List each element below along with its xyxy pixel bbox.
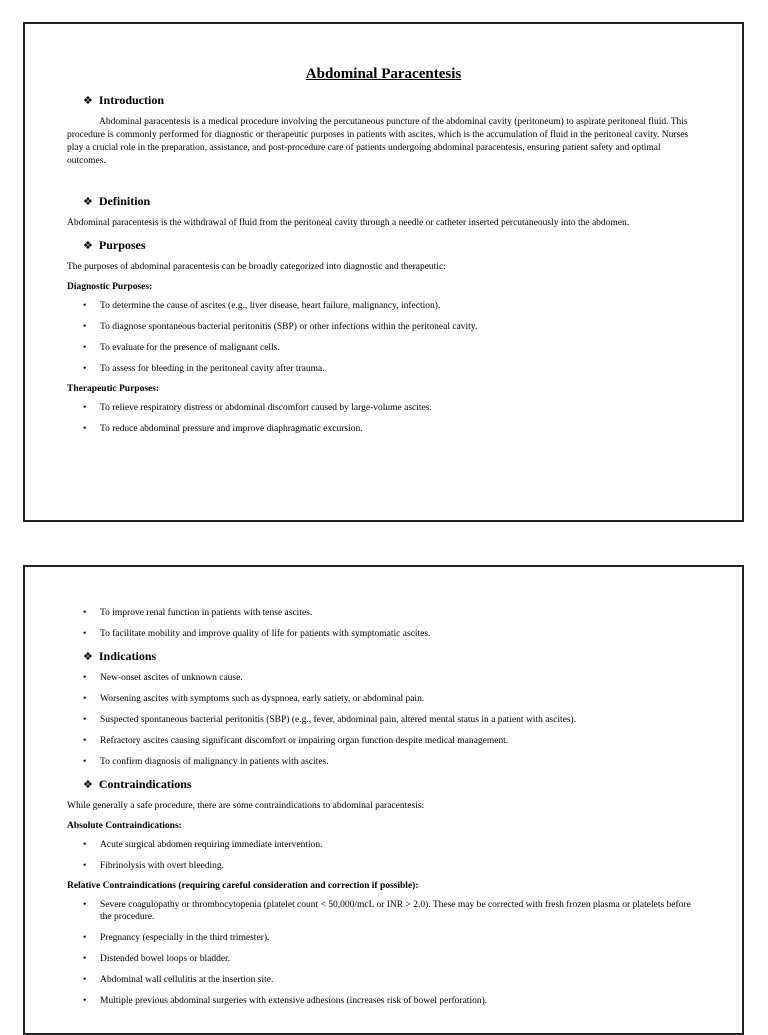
- list-item: • New-onset ascites of unknown cause.: [67, 672, 700, 684]
- relative-contraindications-label: Relative Contraindications (requiring careful consideration and correction if possible):: [67, 881, 419, 891]
- list-item: • Multiple previous abdominal surgeries with extensive adhesions (increases risk of bowel perforation).: [67, 995, 700, 1007]
- document-page-2: [23, 565, 744, 1035]
- definition-heading-label: Definition: [98, 194, 151, 208]
- indications-heading: [83, 649, 700, 664]
- diagnostic-purposes-list: [67, 300, 700, 375]
- diamond-bullet-icon: ❖: [83, 650, 93, 663]
- diamond-bullet-icon: ❖: [83, 94, 93, 107]
- list-item: • To reduce abdominal pressure and improve diaphragmatic excursion.: [67, 423, 700, 435]
- therapeutic-purposes-list-continued: [67, 607, 700, 640]
- diamond-bullet-icon: ❖: [83, 195, 93, 208]
- contraindications-heading-label: Contraindications: [98, 777, 192, 791]
- definition-heading: [83, 194, 700, 209]
- list-item: • To confirm diagnosis of malignancy in patients with ascites.: [67, 756, 700, 768]
- absolute-contraindications-list: [67, 839, 700, 872]
- absolute-contraindications-label: Absolute Contraindications:: [67, 821, 182, 831]
- list-item: • Distended bowel loops or bladder.: [67, 953, 700, 965]
- definition-text: Abdominal paracentesis is the withdrawal of fluid from the peritoneal cavity through a needle or catheter inserted percutaneously into the abdomen.: [67, 218, 630, 228]
- list-item: • To facilitate mobility and improve quality of life for patients with symptomatic ascites.: [67, 628, 700, 640]
- list-item: • To diagnose spontaneous bacterial peritonitis (SBP) or other infections within the peritoneal cavity.: [67, 321, 700, 333]
- list-item: • Fibrinolysis with overt bleeding.: [67, 860, 700, 872]
- list-item: • To relieve respiratory distress or abdominal discomfort caused by large-volume ascites.: [67, 402, 700, 414]
- diamond-bullet-icon: ❖: [83, 778, 93, 791]
- list-item: • To improve renal function in patients with tense ascites.: [67, 607, 700, 619]
- list-item: • Suspected spontaneous bacterial peritonitis (SBP) (e.g., fever, abdominal pain, altered mental status in a patient with ascites).: [67, 714, 700, 726]
- page-2-content: [67, 607, 700, 1016]
- therapeutic-purposes-list: [67, 402, 700, 435]
- list-item: • To evaluate for the presence of malignant cells.: [67, 342, 700, 354]
- purposes-heading: [83, 238, 700, 253]
- indications-list: [67, 672, 700, 768]
- introduction-heading-label: Introduction: [98, 93, 165, 107]
- purposes-heading-label: Purposes: [98, 238, 146, 252]
- therapeutic-purposes-label: Therapeutic Purposes:: [67, 384, 160, 394]
- diagnostic-purposes-label: Diagnostic Purposes:: [67, 282, 153, 292]
- list-item: • Severe coagulopathy or thrombocytopenia (platelet count < 50,000/mcL or INR > 2.0). These may be corrected with fresh frozen plasma or platelets before the procedure.: [67, 899, 700, 923]
- introduction-heading: [83, 93, 700, 108]
- contraindications-intro: While generally a safe procedure, there are some contraindications to abdominal paracentesis:: [67, 801, 425, 811]
- document-title: Abdominal Paracentesis: [305, 66, 462, 82]
- indications-heading-label: Indications: [98, 649, 157, 663]
- contraindications-heading: [83, 777, 700, 792]
- introduction-text: Abdominal paracentesis is a medical procedure involving the percutaneous puncture of the abdominal cavity (peritoneum) to aspirate peritoneal fluid. This procedure is commonly performed for diagnostic or therapeutic purposes in patients with ascites, which is the accumulation of fluid in the peritoneal cavity. Nurses play a crucial role in the preparation, assistance, and post-procedure care of patients undergoing abdominal paracentesis, ensuring patient safety and optimal outcomes.: [67, 117, 689, 166]
- list-item: • Worsening ascites with symptoms such as dyspnoea, early satiety, or abdominal pain.: [67, 693, 700, 705]
- list-item: • Pregnancy (especially in the third trimester).: [67, 932, 700, 944]
- list-item: • Refractory ascites causing significant discomfort or impairing organ function despite medical management.: [67, 735, 700, 747]
- purposes-intro: The purposes of abdominal paracentesis can be broadly categorized into diagnostic and therapeutic:: [67, 262, 446, 272]
- relative-contraindications-list: [67, 899, 700, 1007]
- document-page-1: [23, 22, 744, 522]
- list-item: • To assess for bleeding in the peritoneal cavity after trauma.: [67, 363, 700, 375]
- list-item: • Abdominal wall cellulitis at the insertion site.: [67, 974, 700, 986]
- page-1-content: [67, 66, 700, 444]
- list-item: • Acute surgical abdomen requiring immediate intervention.: [67, 839, 700, 851]
- list-item: • To determine the cause of ascites (e.g., liver disease, heart failure, malignancy, infection).: [67, 300, 700, 312]
- diamond-bullet-icon: ❖: [83, 239, 93, 252]
